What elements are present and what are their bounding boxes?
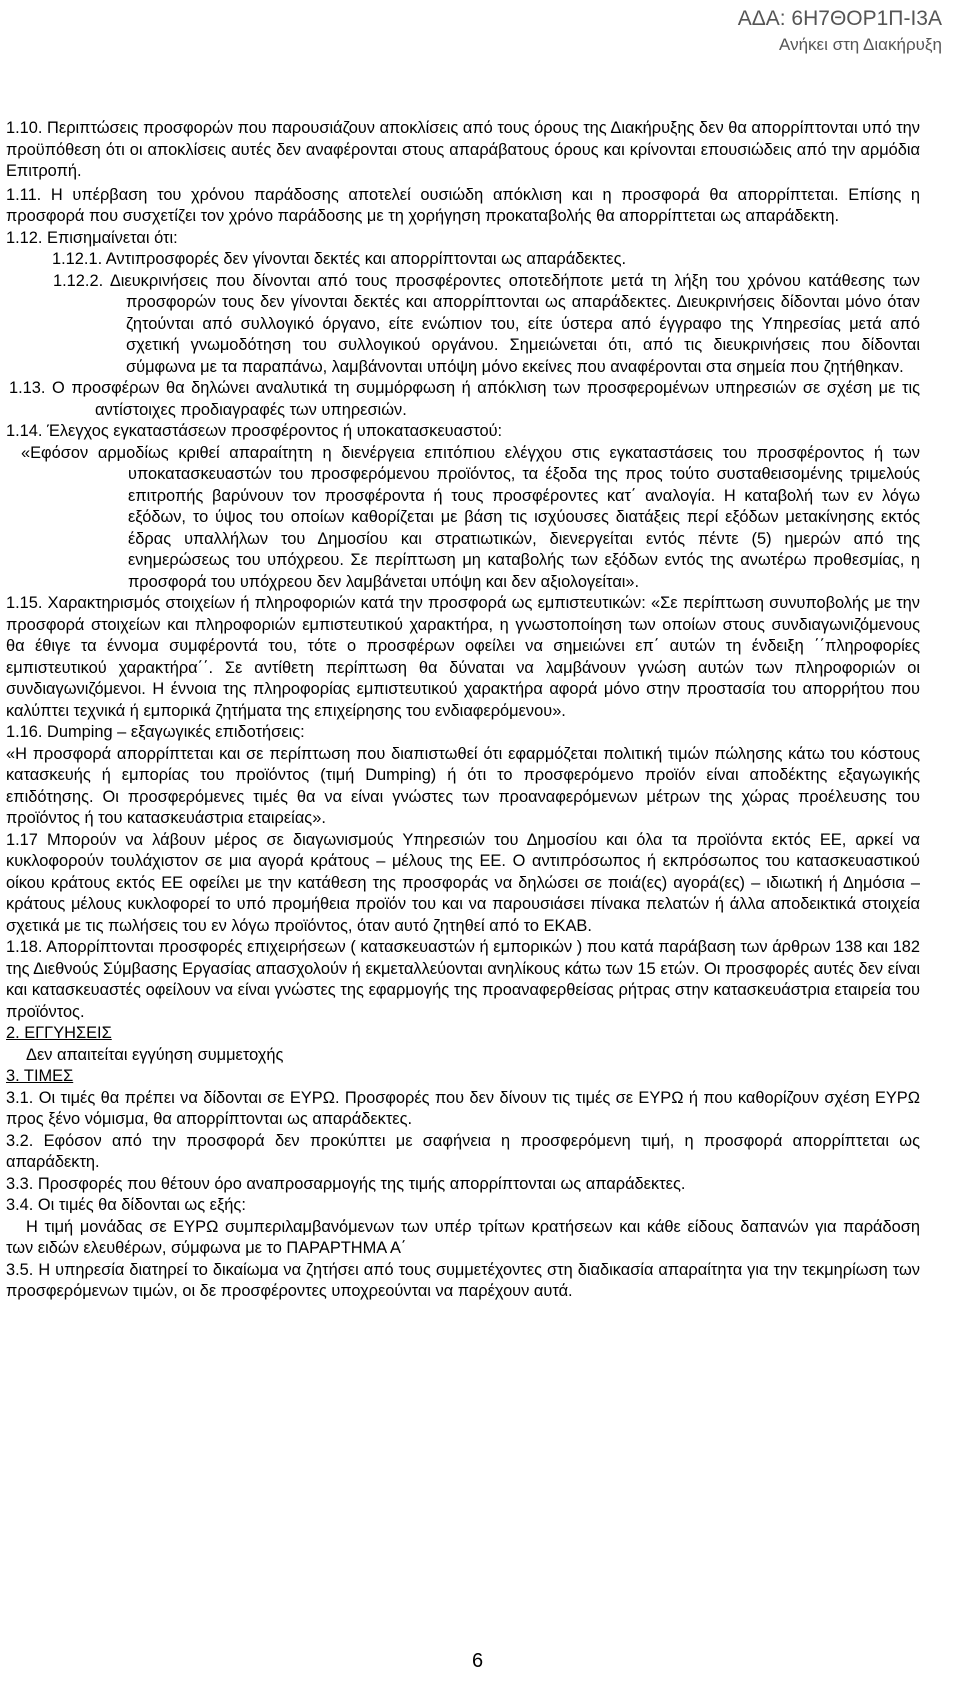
paragraph-1-12-1: 1.12.1. Αντιπροσφορές δεν γίνονται δεκτές και απορρίπτονται ως απαράδεκτες.: [52, 250, 627, 268]
paragraph-3-1: 3.1. Οι τιμές θα πρέπει να δίδονται σε ΕΥΡΩ. Προσφορές που δεν δίνουν τις τιμές σε ΕΥΡΩ ή που καθορίζουν σχέση ΕΥΡΩ προς ξένο νόμισμα, θα απορρίπτονται ως απαράδεκτες.: [6, 1088, 920, 1128]
document-header: [738, 6, 942, 58]
belongs-to-label: Ανήκει στη Διακήρυξη: [779, 35, 942, 54]
section-3-title-text: 3. ΤΙΜΕΣ: [6, 1067, 74, 1085]
paragraph-3-2: 3.2. Εφόσον από την προσφορά δεν προκύπτει με σαφήνεια η προσφερόμενη τιμή, η προσφορά απορρίπτεται ως απαράδεκτη.: [6, 1131, 920, 1171]
section-2-title-text: 2. ΕΓΓΥΗΣΕΙΣ: [6, 1024, 112, 1042]
section-2-title: [0, 1023, 920, 1045]
page-number: 6: [472, 1650, 484, 1672]
section-2-body: Δεν απαιτείται εγγύηση συμμετοχής: [26, 1045, 284, 1064]
paragraph-1-10: 1.10. Περιπτώσεις προσφορών που παρουσιάζουν αποκλίσεις από τους όρους της Διακήρυξης δεν θα απορρίπτονται υπό την προϋπόθεση ότι οι αποκλίσεις αυτές δεν αναφέρονται στους απαράβατους όρους και κρίνονται επουσιώδεις από την αρμόδια Επιτροπή.: [6, 119, 920, 180]
paragraph-1-17: 1.17 Μπορούν να λάβουν μέρος σε διαγωνισμούς Υπηρεσιών του Δημοσίου και όλα τα προϊόντα εκτός ΕΕ, αρκεί να κυκλοφορούν τουλάχιστον σε μια αγορά κράτους – μέλους της ΕΕ. Ο αντιπρόσωπος ή εκπρόσωπος του κατασκευαστικού οίκου κράτους εκτός ΕΕ οφείλει με την κατάθεση της προσφοράς να δηλώσει σε ποιά(ες) αγορά(ες) – ιδιωτική ή Δημόσια – κράτους μέλους κυκλοφορεί το υπό προμήθεια προϊόν του και να παρουσιάσει πίνακα πελατών ή άλλα αποδεικτικά στοιχεία σχετικά με τις πωλήσεις του εν λόγω προϊόντος, όταν αυτό ζητηθεί από το ΕΚΑΒ.: [6, 830, 920, 935]
paragraph-1-14-title: 1.14. Έλεγχος εγκαταστάσεων προσφέροντος ή υποκατασκευαστού:: [6, 422, 503, 440]
document-body: [0, 118, 920, 1303]
paragraph-3-5: 3.5. Η υπηρεσία διατηρεί το δικαίωμα να ζητήσει από τους συμμετέχοντες στη διαδικασία απαραίτητα για την τεκμηρίωση των προσφερόμενων τιμών, οι δε προσφέροντες υποχρεούνται να παρέχουν αυτά.: [6, 1260, 920, 1300]
paragraph-1-14-body: «Εφόσον αρμοδίως κριθεί απαραίτητη η διενέργεια επιτόπιου ελέγχου στις εγκαταστάσεις του προσφέροντος ή των υποκατασκευαστών του προσφερόμενου προϊόντος, τα έξοδα της προς τούτο συσταθεισομένης τριμελούς επιτροπής βαρύνουν τον προσφέροντα ή τους προσφέροντες κατ΄ αναλογία. Η καταβολή των εν λόγω εξόδων, το ύψος του οποίων καθορίζεται με βάση τις ισχύουσες διατάξεις περί εξόδων μετακίνησης εκτός έδρας υπαλλήλων του Δημοσίου και στρατιωτικών, διενεργείται εντός πέντε (5) ημερών από της ενημερώσεως του υπόχρεου. Σε περίπτωση μη καταβολής των εξόδων εντός της ανωτέρω προθεσμίας, η προσφορά του υπόχρεου δεν λαμβάνεται υπόψη και δεν αξιολογείται».: [21, 443, 920, 591]
paragraph-3-4-body: Η τιμή μονάδας σε ΕΥΡΩ συμπεριλαμβανόμενων των υπέρ τρίτων κρατήσεων και κάθε είδους δαπανών για παράδοση των ειδών ελευθέρων, σύμφωνα με το ΠΑΡΑΡΤΗΜΑ Α΄: [6, 1217, 920, 1257]
paragraph-1-12-2: 1.12.2. Διευκρινήσεις που δίνονται από τους προσφέροντες οποτεδήποτε μετά τη λήξη του χρόνου κατάθεσης των προσφορών τους δεν γίνονται δεκτές και απορρίπτονται ως απαράδεκτες. Διευκρινήσεις δίδονται μόνο όταν ζητούνται από συλλογικό όργανο, είτε ενώπιον του, είτε ύστερα από έγγραφο της Υπηρεσίας μετά από σχετική γνωμοδότηση του συλλογικού οργάνου. Σημειώνεται ότι, από τις διευκρινήσεις που δίδονται σύμφωνα με τα παραπάνω, λαμβάνονται υπόψη μόνο εκείνες που αναφέρονται στα σημεία που ζητήθηκαν.: [53, 271, 920, 376]
section-3-title: [0, 1066, 920, 1088]
ada-code: ΑΔΑ: 6Η7ΘΟΡ1Π-Ι3Α: [737, 7, 942, 30]
paragraph-1-13: 1.13. Ο προσφέρων θα δηλώνει αναλυτικά τη συμμόρφωση ή απόκλιση των προσφερομένων υπηρεσιών σε σχέση με τις αντίστοιχες προδιαγραφές των υπηρεσιών.: [9, 379, 920, 419]
paragraph-1-16-title: 1.16. Dumping – εξαγωγικές επιδοτήσεις:: [6, 723, 305, 741]
paragraph-1-16-body: «Η προσφορά απορρίπτεται και σε περίπτωση που διαπιστωθεί ότι εφαρμόζεται πολιτική τιμών πώλησης κάτω του κόστους κατασκευής ή εμπορίας του προϊόντος (τιμή Dumping) ή ότι το προσφερόμενο προϊόν είναι αποδέκτης εξαγωγικής επιδότησης. Οι προσφερόμενες τιμές θα να είναι γνώστες των προαναφερόμενων μέτρων της χώρας προέλευσης του προϊόντος ή του κατασκευάστρια εταιρείας».: [6, 744, 920, 827]
paragraph-1-12: 1.12. Επισημαίνεται ότι:: [6, 228, 178, 247]
paragraph-1-11: 1.11. Η υπέρβαση του χρόνου παράδοσης αποτελεί ουσιώδη απόκλιση και η προσφορά θα απορρίπτεται. Επίσης η προσφορά που συσχετίζει τον χρόνο παράδοσης με τη χορήγηση προκαταβολής θα απορρίπτεται ως απαράδεκτη.: [6, 185, 920, 225]
paragraph-1-15: 1.15. Χαρακτηρισμός στοιχείων ή πληροφοριών κατά την προσφορά ως εμπιστευτικών: «Σε περίπτωση συνυποβολής με την προσφορά στοιχείων και πληροφοριών εμπιστευτικού χαρακτήρα, η γνωστοποίηση των οποίων στους συνδιαγωνιζόμενους θα έθιγε τα έννομα συμφέροντά του, τότε ο προσφέρων οφείλει να σημειώνει επ΄ αυτών τη ένδειξη ΄΄πληροφορίες εμπιστευτικού χαρακτήρα΄΄. Σε αντίθετη περίπτωση θα δύναται να λαμβάνουν γνώση αυτών των πληροφοριών οι συνδιαγωνιζόμενοι. Η έννοια της πληροφορίας εμπιστευτικού χαρακτήρα αφορά μόνο στην προστασία του απορρήτου που καλύπτει τεχνικά ή εμπορικά ζητήματα της επιχείρησης του ενδιαφερόμενου».: [6, 594, 920, 720]
paragraph-3-4-title: 3.4. Οι τιμές θα δίδονται ως εξής:: [6, 1196, 246, 1214]
paragraph-1-18: 1.18. Απορρίπτονται προσφορές επιχειρήσεων ( κατασκευαστών ή εμπορικών ) που κατά παράβαση των άρθρων 138 και 182 της Διεθνούς Σύμβασης Εργασίας απασχολούν ή εκμεταλλεύονται ανηλίκους κάτω των 15 ετών. Οι προσφορές αυτές δεν είναι και κατασκευαστές οφείλουν να είναι γνώστες της εφαρμογής της προαναφερθείσας ρήτρας στην κατασκευάστρια εταιρεία του προϊόντος.: [6, 938, 920, 1021]
paragraph-3-3: 3.3. Προσφορές που θέτουν όρο αναπροσαρμογής της τιμής απορρίπτονται ως απαράδεκτες.: [6, 1174, 686, 1193]
